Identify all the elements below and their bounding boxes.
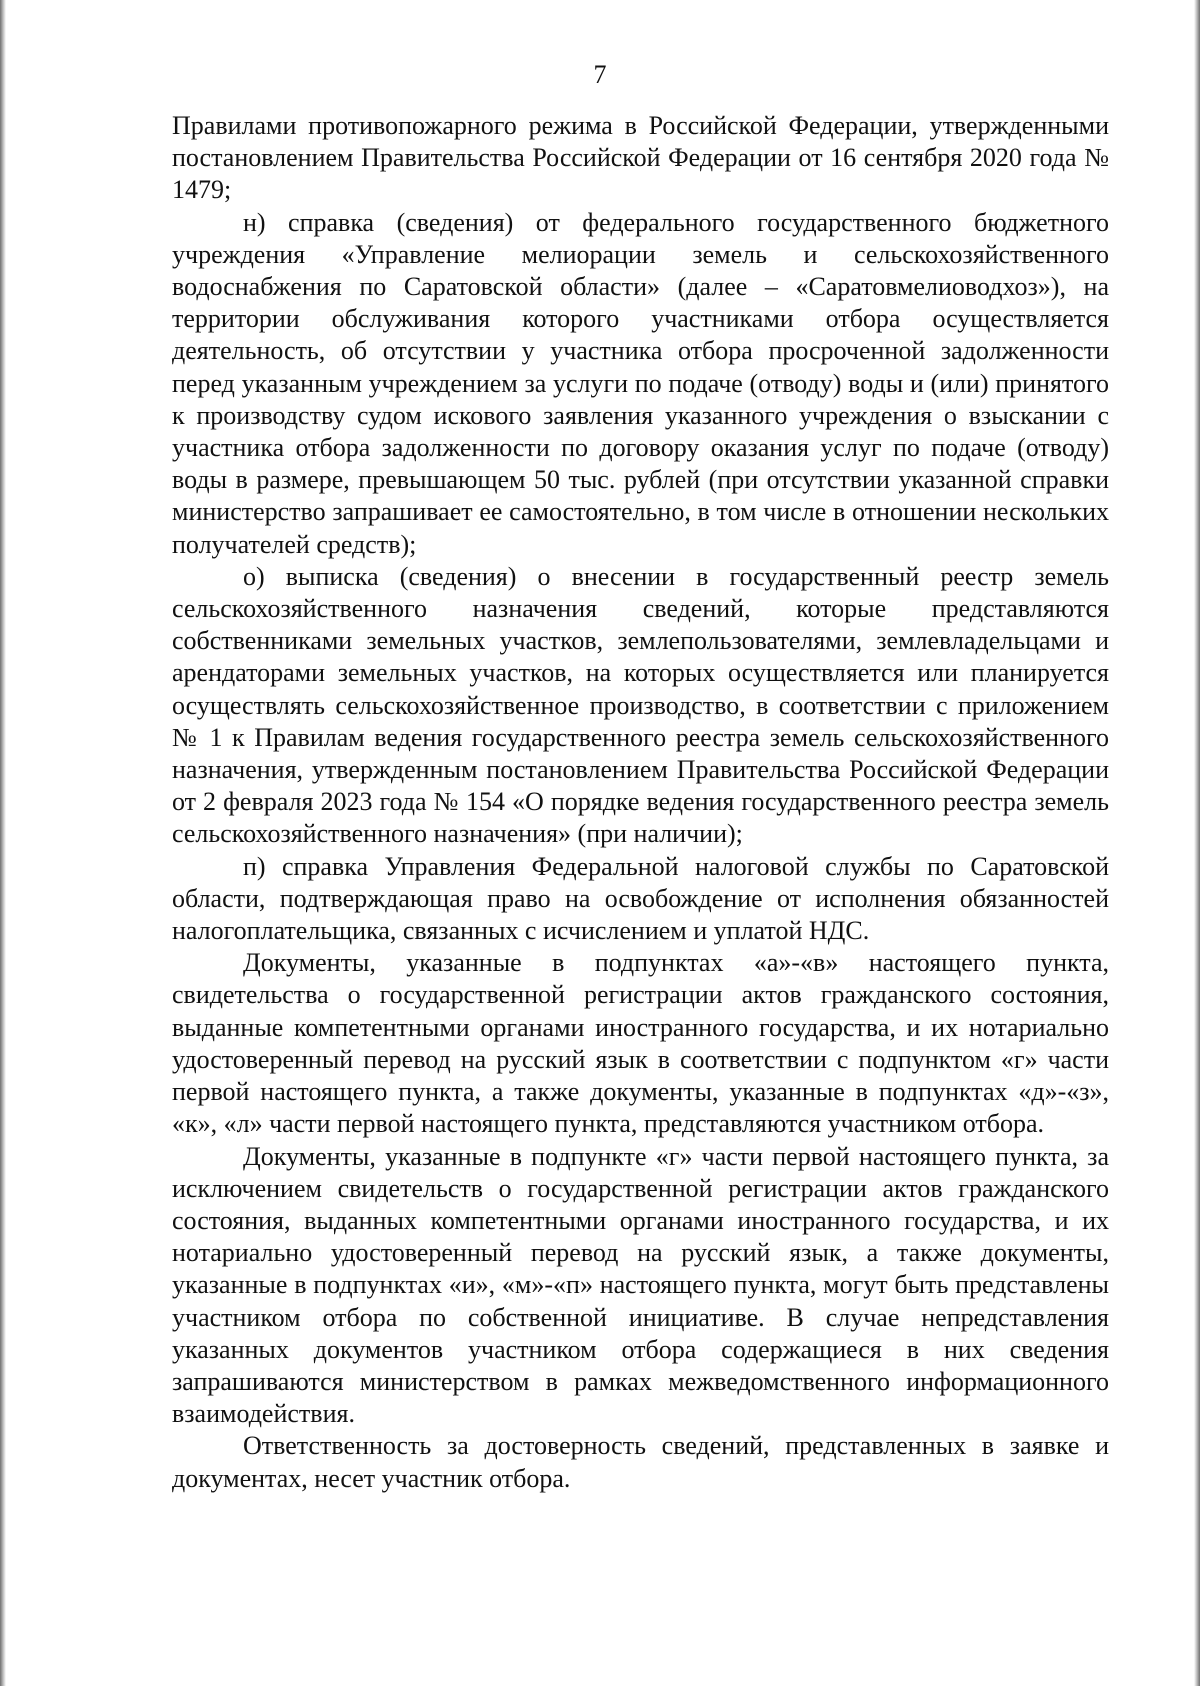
paragraph-documents-optional: Документы, указанные в подпункте «г» части первой настоящего пункта, за исключением свидетельств о государственной регистрации актов гражданского состояния, выданных компетентными органами иностранного государства, и их нотариально удостоверенный перевод на русский язык, а также документы, указанные в подпунктах «и», «м»-«п» настоящего пункта, могут быть представлены участником отбора по собственной инициативе. В случае непредставления указанных документов участником отбора содержащиеся в них сведения запрашиваются министерством в рамках межведомственного информационного взаимодействия. — [172, 1141, 1109, 1429]
document-body — [172, 110, 1109, 1495]
paragraph-continuation: Правилами противопожарного режима в Российской Федерации, утвержденными постановлением Правительства Российской Федерации от 16 сентября 2020 года № 1479; — [172, 111, 1109, 205]
paragraph-documents-submitted: Документы, указанные в подпунктах «а»-«в» настоящего пункта, свидетельства о государственной регистрации актов гражданского состояния, выданные компетентными органами иностранного государства, и их нотариально удостоверенный перевод на русский язык в соответствии с подпунктом «г» части первой настоящего пункта, а также документы, указанные в подпунктах «д»-«з», «к», «л» части первой настоящего пункта, представляются участником отбора. — [172, 948, 1109, 1139]
scan-edge-left — [0, 0, 6, 1686]
paragraph-responsibility: Ответственность за достоверность сведений, представленных в заявке и документах, несет участник отбора. — [172, 1431, 1109, 1493]
paragraph-item-p: п) справка Управления Федеральной налоговой службы по Саратовской области, подтверждающая право на освобождение от исполнения обязанностей налогоплательщика, связанных с исчислением и уплатой НДС. — [172, 851, 1109, 946]
scan-edge-right — [1194, 0, 1200, 1686]
page-number: 7 — [593, 60, 607, 89]
paragraph-item-o: о) выписка (сведения) о внесении в государственный реестр земель сельскохозяйственного назначения сведений, которые представляются собственниками земельных участков, землепользователями, землевладельцами и арендаторами земельных участков, на которых осуществляется или планируется осуществлять сельскохозяйственное производство, в соответствии с приложением № 1 к Правилам ведения государственного реестра земель сельскохозяйственного назначения, утвержденным постановлением Правительства Российской Федерации от 2 февраля 2023 года № 154 «О порядке ведения государственного реестра земель сельскохозяйственного назначения» (при наличии); — [172, 561, 1109, 849]
paragraph-item-n: н) справка (сведения) от федерального государственного бюджетного учреждения «Управление мелиорации земель и сельскохозяйственного водоснабжения по Саратовской области» (далее – «Саратовмелиоводхоз»), на территории обслуживания которого участниками отбора осуществляется деятельность, об отсутствии у участника отбора просроченной задолженности перед указанным учреждением за услуги по подаче (отводу) воды и (или) принятого к производству судом искового заявления указанного учреждения о взыскании с участника отбора задолженности по договору оказания услуг по подаче (отводу) воды в размере, превышающем 50 тыс. рублей (при отсутствии указанной справки министерство запрашивает ее самостоятельно, в том числе в отношении нескольких получателей средств); — [172, 207, 1109, 559]
